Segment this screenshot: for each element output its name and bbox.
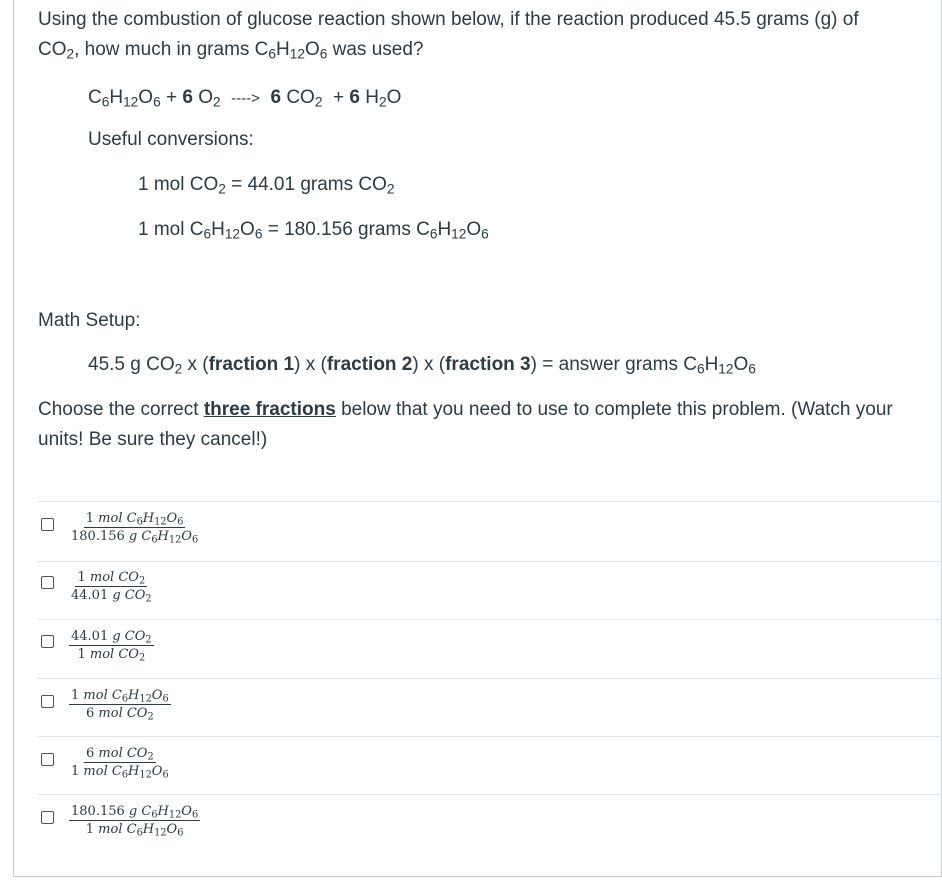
checkbox-4[interactable] [41,695,54,708]
fraction-3: 44.01 g $CO_2$ 1 mol $CO_2$ [71,629,152,664]
checkbox-5[interactable] [41,753,54,766]
checkbox-1[interactable] [41,518,54,531]
checkbox-2[interactable] [41,576,54,589]
answer-option-2[interactable] [38,561,942,620]
math-setup-equation: 45.5 g $CO_2$ x (fraction 1) x (fraction 2) x (fraction 3) = answer grams $C_6H_{12}O_6$ [88,354,756,377]
fraction-2: 1 mol $CO_2$ 44.01 g $CO_2$ [71,570,152,605]
fraction-4: 1 mol $C_6H_{12}O_6$ 6 mol $CO_2$ [71,688,169,723]
instruction-text: Choose the correct three fractions below that you need to use to complete this problem. (Watch your units! Be sure they cancel!) [38,399,893,450]
answer-option-4[interactable] [38,678,942,737]
checkbox-3[interactable] [41,635,54,648]
question-text-line2: $CO_2$, how much in grams $C_6H_{12}O_6$ was used? [38,39,424,62]
question-text-line1: Using the combustion of glucose reaction shown below, if the reaction produced 45.5 grams (g) of [38,9,859,30]
answer-option-1[interactable] [38,501,942,562]
fraction-1: 1 mol $C_6H_{12}O_6$ 180.156 g $C_6H_{12}O_6$ [71,511,199,546]
conversion-co2: 1 mol $CO_2 = 44.01$ grams $CO_2$ [138,174,395,197]
fraction-6: 180.156 g $C_6H_{12}O_6$ 1 mol $C_6H_{12}O_6$ [71,804,199,839]
question-card [13,0,942,877]
answer-option-6[interactable] [38,794,942,855]
answer-option-3[interactable] [38,619,942,679]
conversion-glucose: 1 mol $C_6H_{12}O_6 = 180.156$ grams $C_6H_{12}O_6$ [138,219,489,242]
math-setup-label: Math Setup: [38,310,141,331]
useful-conversions-label: Useful conversions: [88,129,254,150]
reaction-equation: $C_6H_{12}O_6 + 6$ $O_2$ ----> 6 $CO_2 + 6$ $H_2O$ [88,87,402,110]
answer-option-5[interactable] [38,736,942,795]
checkbox-6[interactable] [41,811,54,824]
fraction-5: 6 mol $CO_2$ 1 mol $C_6H_{12}O_6$ [71,746,169,781]
